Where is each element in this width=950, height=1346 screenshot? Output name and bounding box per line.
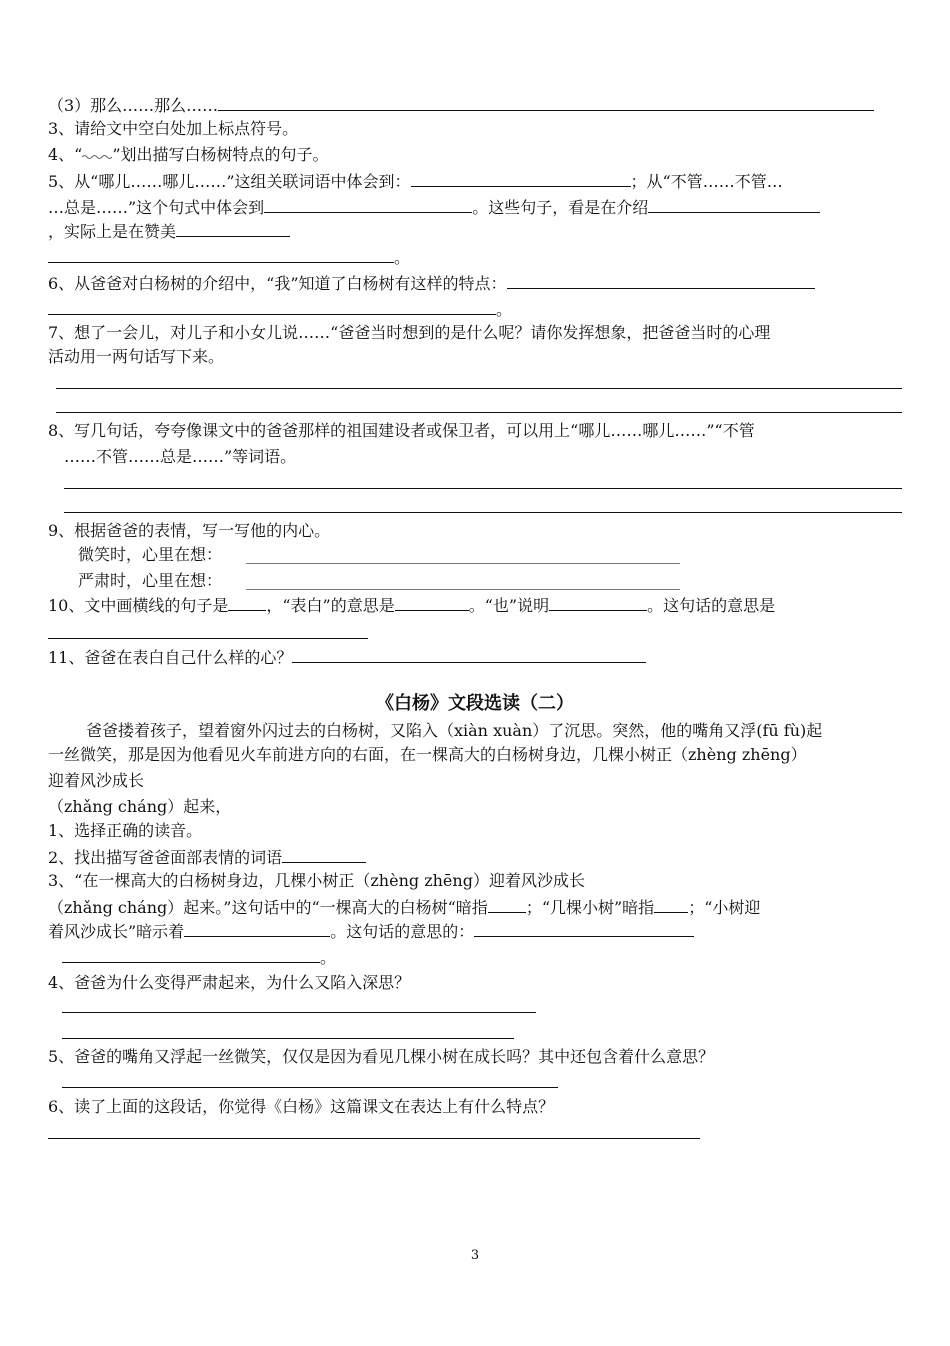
s2-question-5: 5、爸爸的嘴角又浮起一丝微笑，仅仅是因为看见几棵小树在成长吗？其中还包含着什么意思？ [48,1047,715,1066]
question-8-line2: ……不管……总是……”等词语。 [64,447,297,466]
s2-question-6: 6、读了上面的这段话，你觉得《白杨》这篇课文在表达上有什么特点？ [48,1097,555,1116]
question-10: 10、文中画横线的句子是 ，“表白”的意思是 。“也”说明 。这句话的意思是 [48,596,776,615]
question-5-line4: 。 [48,246,410,269]
answer-line [62,1087,558,1088]
answer-line [246,589,680,590]
s2-question-4: 4、爸爸为什么变得严肃起来，为什么又陷入深思？ [48,973,411,992]
answer-line [64,488,902,489]
question-9: 9、根据爸爸的表情，写一写他的内心。 [48,521,331,540]
s2-question-3-line2: （zhǎng cháng）起来。”这句话中的“一棵高大的白杨树“暗指 ；“几棵小树”暗指 ；“小树迎 [48,898,761,917]
answer-line [64,512,902,513]
passage-line2: 一丝微笑，那是因为他看见火车前进方向的右面，在一棵高大的白杨树身边，几棵小树正（zhèng zhēng） [48,745,807,764]
answer-line [56,412,902,413]
question-6: 6、从爸爸对白杨树的介绍中，“我”知道了白杨树有这样的特点： [48,272,815,295]
s2-question-3-line3: 着风沙成长”暗示着 。这句话的意思的： [48,920,694,943]
question-9-smile: 微笑时，心里在想： [78,545,223,564]
section-title: 《白杨》文段选读（二） [376,693,574,714]
s2-question-2: 2、找出描写爸爸面部表情的词语 [48,846,366,869]
answer-line [62,1012,536,1013]
question-8-line1: 8、写几句话，夸夸像课文中的爸爸那样的祖国建设者或保卫者，可以用上“哪儿……哪儿……”“不管 [48,421,755,440]
question-3: 3、请给文中空白处加上标点符号。 [48,119,299,138]
question-6-line2: 。 [48,298,512,321]
item-3-sub3: （3）那么……那么…… [48,94,874,117]
answer-line [48,638,368,639]
answer-line [48,1138,700,1139]
question-5-line1: 5、从“哪儿……哪儿……”这组关联词语中体会到： ；从“不管……不管… [48,172,783,191]
question-5-line2: …总是……”这个句式中体会到 。这些句子，看是在介绍 [48,196,820,219]
wavy-underline-icon [82,144,112,160]
passage-line4: （zhǎng cháng）起来， [48,797,232,816]
question-9-serious: 严肃时，心里在想： [78,571,223,590]
s2-question-3-line1: 3、“在一棵高大的白杨树身边，几棵小树正（zhèng zhēng）迎着风沙成长 [48,871,585,890]
question-7-line1: 7、想了一会儿，对儿子和小女儿说……“爸爸当时想到的是什么呢？请你发挥想象，把爸爸当时的心理 [48,323,771,342]
question-7-line2: 活动用一两句话写下来。 [48,347,225,366]
passage-line1: 爸爸搂着孩子，望着窗外闪过去的白杨树，又陷入（xiàn xuàn）了沉思。突然，他的嘴角又浮(fū fù)起 [86,721,823,740]
answer-line [62,1038,514,1039]
s2-question-1: 1、选择正确的读音。 [48,821,203,840]
s2-question-3-line4: 。 [62,946,336,969]
question-11: 11、爸爸在表白自己什么样的心？ [48,646,646,669]
page-number: 3 [470,1248,480,1263]
question-5-line3: ，实际上是在赞美 [48,220,290,243]
answer-line [246,563,680,564]
passage-line3: 迎着风沙成长 [48,771,145,790]
answer-line [56,388,902,389]
question-4: 4、“ ”划出描写白杨树特点的句子。 [48,145,329,164]
